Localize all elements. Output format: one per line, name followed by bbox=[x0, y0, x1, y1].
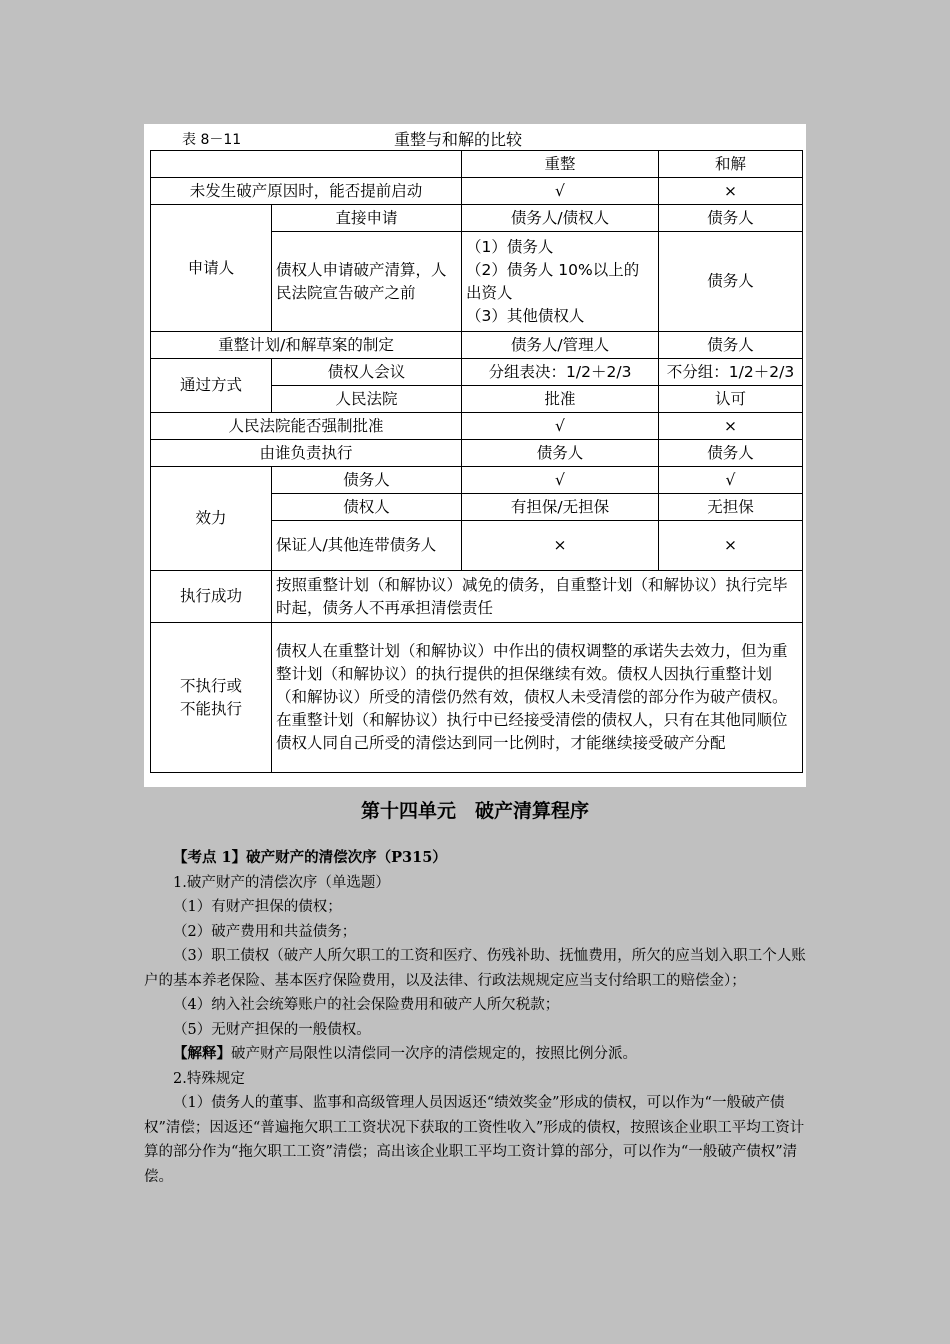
exam-point-heading: 【考点 1】破产财产的清偿次序（P315） bbox=[173, 849, 447, 866]
table-number: 表 8－11 bbox=[182, 132, 242, 148]
row-label: 通过方式 bbox=[151, 359, 272, 413]
cell-value: 债务人 bbox=[659, 332, 803, 359]
cell-value: × bbox=[659, 521, 803, 571]
row-sublabel: 保证人/其他连带债务人 bbox=[272, 521, 462, 571]
cell-value: 无担保 bbox=[659, 494, 803, 521]
table-row bbox=[151, 178, 803, 205]
row-label: 未发生破产原因时，能否提前启动 bbox=[151, 178, 462, 205]
cell-value: 批准 bbox=[462, 386, 659, 413]
row-sublabel: 债权人会议 bbox=[272, 359, 462, 386]
cell-line: （2）债务人 10%以上的出资人 bbox=[466, 260, 640, 302]
row-label: 重整计划/和解草案的制定 bbox=[151, 332, 462, 359]
cell-value: 债务人 bbox=[659, 205, 803, 232]
cell-value: 债务人/管理人 bbox=[462, 332, 659, 359]
cell-line: （1）债务人 bbox=[466, 237, 554, 256]
cell-text: 债权人在重整计划（和解协议）中作出的债权调整的承诺失去效力，但为重整计划（和解协议）的执行提供的担保继续有效。债权人因执行重整计划（和解协议）所受的清偿仍然有效，债权人未受清偿的部分作为破产债权。在重整计划（和解协议）执行中已经接受清偿的债权人，只有在其他同顺位债权人同自己所受的清偿达到同一比例时，才能继续接受破产分配 bbox=[272, 623, 803, 773]
row-sublabel: 债权人 bbox=[272, 494, 462, 521]
cell-value: 债务人 bbox=[659, 440, 803, 467]
row-sublabel: 人民法院 bbox=[272, 386, 462, 413]
table-header-row bbox=[151, 151, 803, 178]
list-item: （2）破产费用和共益债务； bbox=[173, 923, 357, 940]
cell-value: × bbox=[462, 521, 659, 571]
label-line: 不执行或 bbox=[179, 676, 242, 695]
table-row bbox=[151, 467, 803, 494]
table-row bbox=[151, 623, 803, 773]
list-item: （1）债务人的董事、监事和高级管理人员因返还“绩效奖金”形成的债权，可以作为“一般破产债权”清偿；因返还“普遍拖欠职工工资状况下获取的工资性收入”形成的债权，按照该企业职工平均工资计算的部分作为“拖欠职工工资”清偿；高出该企业职工平均工资计算的部分，可以作为“一般破产债权”清偿。 bbox=[144, 1095, 805, 1185]
cell-value: 认可 bbox=[659, 386, 803, 413]
row-label bbox=[151, 623, 272, 773]
row-sublabel: 债务人 bbox=[272, 467, 462, 494]
row-label: 执行成功 bbox=[151, 571, 272, 623]
table-row bbox=[151, 571, 803, 623]
cell-value: × bbox=[659, 178, 803, 205]
list-item: （5）无财产担保的一般债权。 bbox=[173, 1021, 371, 1038]
table-row bbox=[151, 440, 803, 467]
label-line: 不能执行 bbox=[179, 699, 242, 718]
comparison-table bbox=[150, 150, 803, 773]
body-text bbox=[144, 846, 806, 1189]
row-sublabel: 直接申请 bbox=[272, 205, 462, 232]
header-settlement: 和解 bbox=[659, 151, 803, 178]
row-label: 由谁负责执行 bbox=[151, 440, 462, 467]
section-title: 第十四单元 破产清算程序 bbox=[360, 800, 589, 822]
cell-value: 不分组：1/2＋2/3 bbox=[659, 359, 803, 386]
cell-value: 债务人/债权人 bbox=[462, 205, 659, 232]
table-title: 重整与和解的比较 bbox=[394, 130, 523, 149]
table-row bbox=[151, 359, 803, 386]
cell-value: 有担保/无担保 bbox=[462, 494, 659, 521]
header-restructure: 重整 bbox=[462, 151, 659, 178]
cell-value: × bbox=[659, 413, 803, 440]
note-label: 【解释】 bbox=[173, 1045, 231, 1062]
cell-value: √ bbox=[462, 467, 659, 494]
table-row bbox=[151, 205, 803, 232]
row-label: 申请人 bbox=[151, 205, 272, 332]
list-item: （4）纳入社会统筹账户的社会保险费用和破产人所欠税款； bbox=[173, 997, 560, 1013]
cell-value: √ bbox=[659, 467, 803, 494]
cell-value: 分组表决：1/2＋2/3 bbox=[462, 359, 659, 386]
note-text: 破产财产局限性以清偿同一次序的清偿规定的，按照比例分派。 bbox=[231, 1046, 637, 1062]
cell-value: 债务人 bbox=[659, 232, 803, 332]
cell-value: √ bbox=[462, 178, 659, 205]
subheading: 1.破产财产的清偿次序（单选题） bbox=[173, 874, 390, 891]
table-row bbox=[151, 332, 803, 359]
row-sublabel: 债权人申请破产清算，人民法院宣告破产之前 bbox=[272, 232, 462, 332]
subheading: 2.特殊规定 bbox=[173, 1070, 245, 1087]
comparison-table-panel bbox=[144, 124, 806, 787]
list-item: （1）有财产担保的债权； bbox=[173, 899, 342, 915]
header-blank bbox=[151, 151, 462, 178]
note-paragraph bbox=[144, 1042, 806, 1067]
cell-value: √ bbox=[462, 413, 659, 440]
cell-value bbox=[462, 232, 659, 332]
row-label: 效力 bbox=[151, 467, 272, 571]
cell-text: 按照重整计划（和解协议）减免的债务，自重整计划（和解协议）执行完毕时起，债务人不再承担清偿责任 bbox=[272, 571, 803, 623]
table-row bbox=[151, 413, 803, 440]
cell-line: （3）其他债权人 bbox=[466, 306, 585, 325]
list-item: （3）职工债权（破产人所欠职工的工资和医疗、伤残补助、抚恤费用，所欠的应当划入职工个人账户的基本养老保险、基本医疗保险费用，以及法律、行政法规规定应当支付给职工的赔偿金）； bbox=[144, 948, 806, 989]
row-label: 人民法院能否强制批准 bbox=[151, 413, 462, 440]
table-caption bbox=[144, 124, 806, 150]
cell-value: 债务人 bbox=[462, 440, 659, 467]
